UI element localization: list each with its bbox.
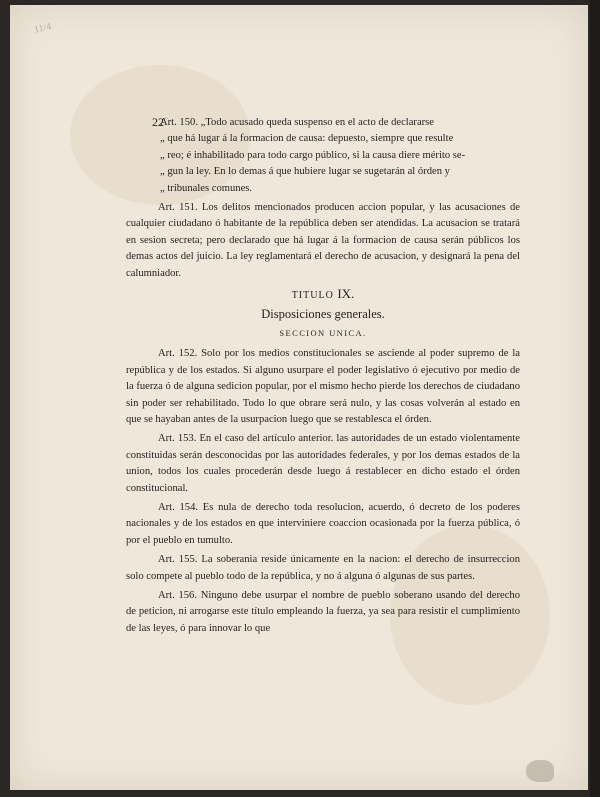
article-155: Art. 155. La soberania reside únicamente en la nacion: el derecho de insurreccion solo compete al pueblo todo de la república, y no á alguna ó algunas de sus partes.	[126, 554, 520, 582]
page-text	[126, 115, 520, 640]
title-heading	[126, 286, 520, 304]
article-150-line-4: „ gun la ley. En lo demas á que hubiere lugar se sugetarán al órden y	[160, 166, 450, 178]
article-150-line-1: Art. 150. „Todo acusado queda suspenso en el acto de declararse	[160, 117, 435, 128]
article-153: Art. 153. En el caso del artículo anterior. las autoridades de un estado violentamente constituidas serán desconocidas por las autoridades federales, y por los demas estados de la union, todos los cuales procederán desde luego á restablecer en dicho estado el órden constitucional.	[126, 433, 520, 494]
article-151: Art. 151. Los delitos mencionados producen accion popular, y las acusaciones de cualquier ciudadano ó habitante de la república deben ser atendidas. La acusacion se tratará en sesion secreta; pero declarado que há lugar á la formacion de causa serán públicos los demas actos del juicio. La ley reglamentará el derecho de acusacion, y designará la pena del calumniador.	[126, 202, 520, 279]
section-heading: SECCION UNICA.	[279, 327, 367, 338]
article-152: Art. 152. Solo por los medios constitucionales se asciende al poder supremo de la república y de los estados. Si alguno usurpare el poder legislativo ó ejecutivo por medio de la fuerza ó de alguna sedicion popular, por el mismo hecho pierde los derechos de ciudadano sin poder ser rehabilitado. Todo lo que obrare será nulo, y las cosas volverán al estado en que se hayaban antes de la usurpacion luego que se restablesca el órden.	[126, 348, 520, 425]
article-150-line-2: „ que há lugar á la formacion de causa: depuesto, siempre que resulte	[160, 133, 454, 145]
paper-damage	[526, 760, 554, 782]
article-150-line-3: „ reo; é inhabilitado para todo cargo público, si la causa diere mérito se-	[160, 149, 466, 161]
article-150	[126, 115, 520, 197]
page-number: 22	[152, 115, 164, 129]
corner-pencil-mark: 11/4	[33, 21, 53, 36]
title-word: TITULO	[291, 290, 334, 302]
article-154: Art. 154. Es nula de derecho toda resolucion, acuerdo, ó decreto de los poderes nacionales y de los estados en que interviniere coaccion ocasionada por la fuerza pública, ó por el pueblo en tumulto.	[126, 501, 520, 546]
title-number: IX.	[337, 286, 355, 302]
dark-background-edge	[590, 0, 600, 797]
article-156: Art. 156. Ninguno debe usurpar el nombre de pueblo soberano usando del derecho de peticion, ni arrogarse este título empleando la fuerza, ya sea para resistir el cumplimiento de las leyes, ó para innovar lo que	[126, 589, 520, 634]
article-150-line-5: „ tribunales comunes.	[160, 182, 253, 194]
title-subtitle: Disposiciones generales.	[261, 307, 385, 322]
